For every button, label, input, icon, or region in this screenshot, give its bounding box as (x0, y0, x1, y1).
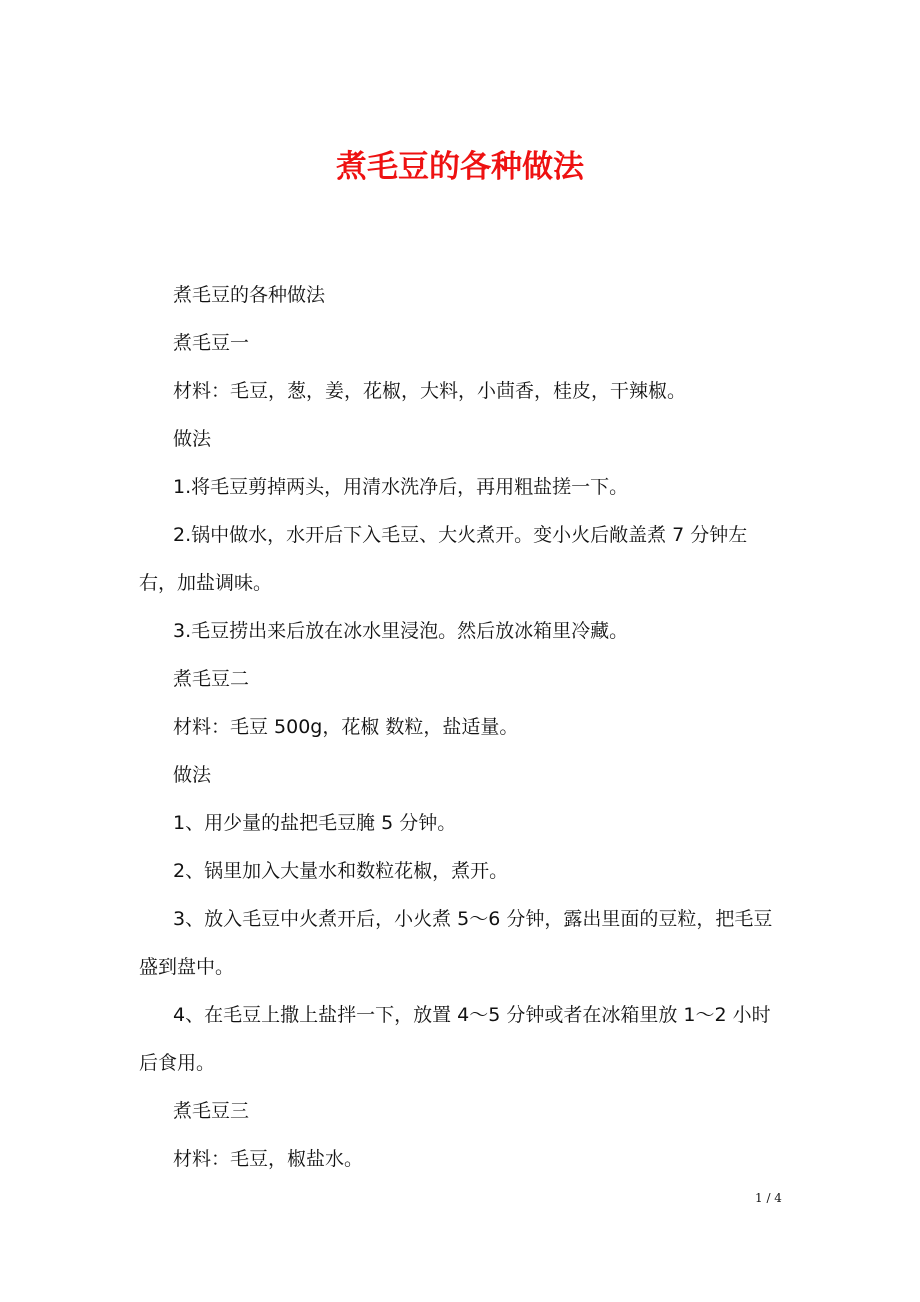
step-paragraph: 1、用少量的盐把毛豆腌 5 分钟。 (173, 812, 457, 834)
step-paragraph: 2.锅中做水，水开后下入毛豆、大火煮开。变小火后敞盖煮 7 分钟左右，加盐调味。 (139, 524, 748, 594)
method-heading: 做法 (173, 428, 212, 450)
step-paragraph: 3.毛豆捞出来后放在冰水里浸泡。然后放冰箱里冷藏。 (173, 620, 629, 642)
step-paragraph: 4、在毛豆上撒上盐拌一下，放置 4～5 分钟或者在冰箱里放 1～2 小时后食用。 (139, 1004, 771, 1074)
section-heading: 煮毛豆二 (173, 668, 250, 690)
page-number: 1 / 4 (755, 1191, 782, 1205)
paragraph: 煮毛豆的各种做法 (173, 284, 326, 306)
method-heading: 做法 (173, 764, 212, 786)
document-body (139, 271, 779, 1183)
step-paragraph: 3、放入毛豆中火煮开后，小火煮 5～6 分钟，露出里面的豆粒，把毛豆盛到盘中。 (139, 908, 773, 978)
step-paragraph: 1.将毛豆剪掉两头，用清水洗净后，再用粗盐搓一下。 (173, 476, 629, 498)
ingredients-paragraph: 材料：毛豆，葱，姜，花椒，大料，小茴香，桂皮，干辣椒。 (173, 380, 687, 402)
section-heading: 煮毛豆一 (173, 332, 250, 354)
document-title: 煮毛豆的各种做法 (336, 149, 584, 185)
ingredients-paragraph: 材料：毛豆 500g，花椒 数粒，盐适量。 (173, 716, 519, 738)
section-heading: 煮毛豆三 (173, 1100, 250, 1122)
step-paragraph: 2、锅里加入大量水和数粒花椒，煮开。 (173, 860, 509, 882)
ingredients-paragraph: 材料：毛豆，椒盐水。 (173, 1148, 364, 1170)
